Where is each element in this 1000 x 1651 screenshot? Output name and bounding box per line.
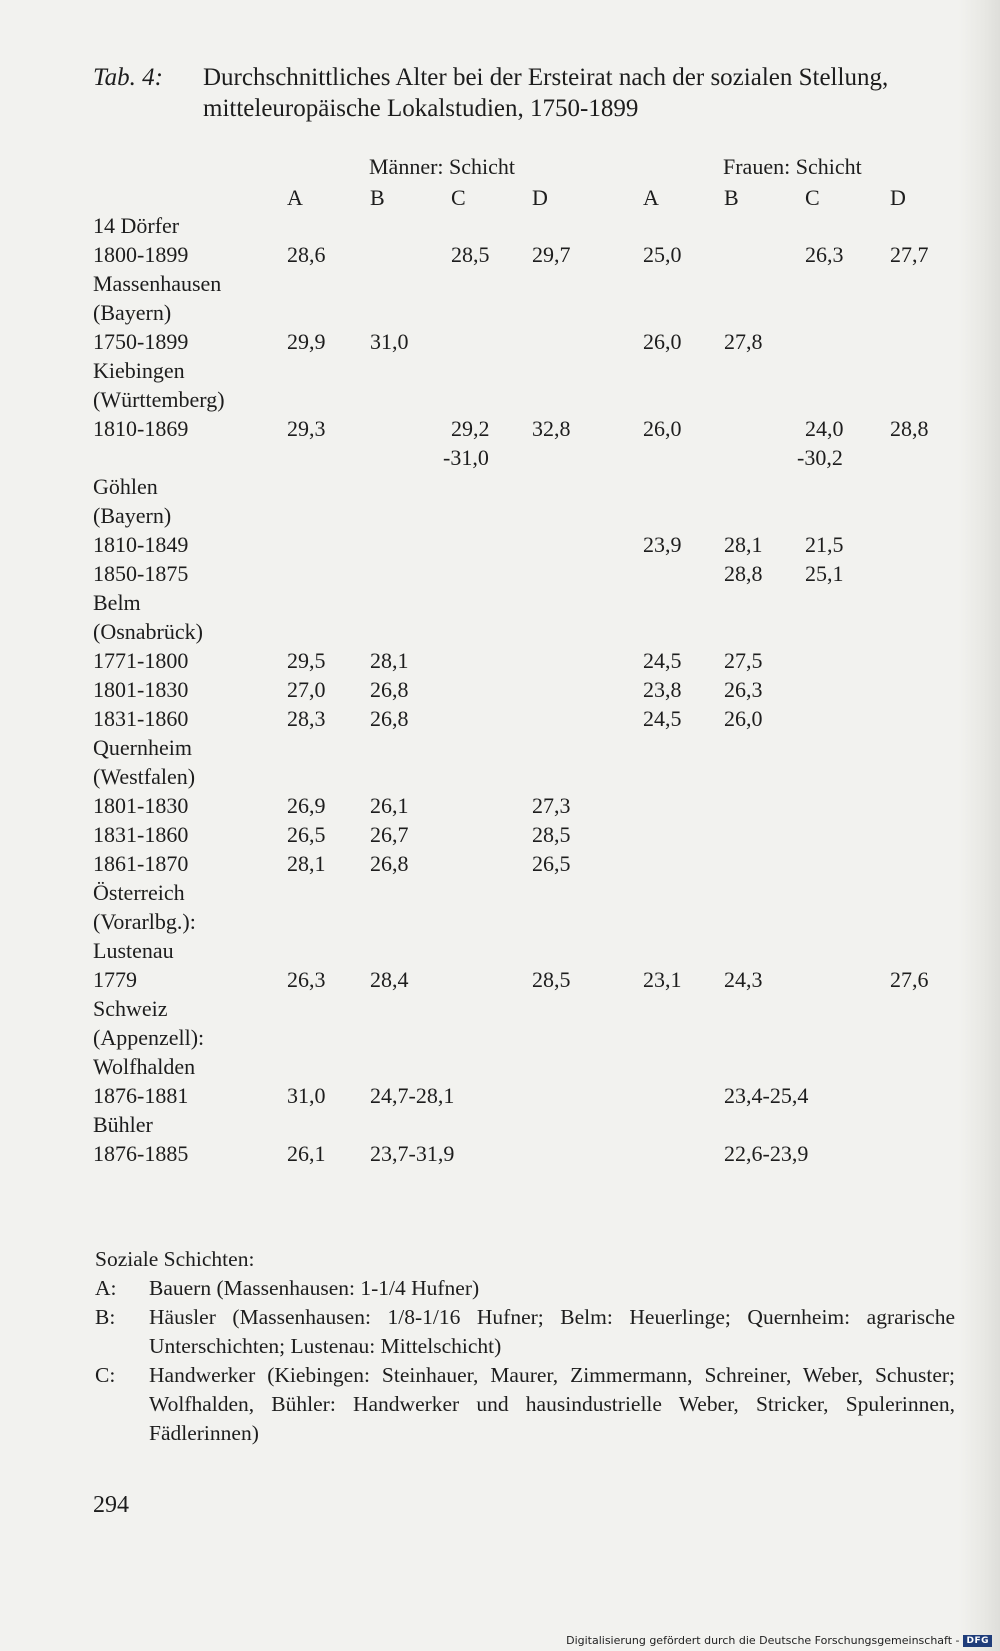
table-row (0, 793, 1000, 822)
table-cell: -30,2 (797, 445, 843, 470)
table-cell: 28,6 (287, 242, 326, 267)
row-label: 1850-1875 (93, 561, 189, 586)
table-cell: 29,9 (287, 329, 326, 354)
page-number: 294 (93, 1492, 129, 1518)
table-row (0, 880, 1000, 909)
table-row (0, 474, 1000, 503)
row-label: 1779 (93, 967, 137, 992)
table-cell: 28,3 (287, 706, 326, 731)
caption-text: Durchschnittliches Alter bei der Ersteirat nach der sozialen Stellung, mitteleuropäische Lokalstudien, 1750-1899 (203, 64, 889, 122)
row-label: Österreich (93, 880, 185, 905)
row-label: Belm (93, 590, 141, 615)
row-label: 1750-1899 (93, 329, 189, 354)
table-row (0, 706, 1000, 735)
row-label: (Vorarlbg.): (93, 909, 196, 934)
column-header: B (724, 185, 739, 210)
table-row (0, 300, 1000, 329)
table-cell: 22,6-23,9 (724, 1141, 809, 1166)
row-label: 1800-1899 (93, 242, 189, 267)
table-cell: 26,7 (370, 822, 409, 847)
row-label: Göhlen (93, 474, 158, 499)
row-label: Schweiz (93, 996, 168, 1021)
table-cell: 26,1 (370, 793, 409, 818)
table-cell: 28,5 (451, 242, 490, 267)
table-cell: 27,0 (287, 677, 326, 702)
row-label: 1876-1885 (93, 1141, 189, 1166)
table-cell: 23,7-31,9 (370, 1141, 455, 1166)
row-label: Lustenau (93, 938, 174, 963)
row-label: Kiebingen (93, 358, 185, 383)
row-label: Quernheim (93, 735, 192, 760)
table-row (0, 938, 1000, 967)
table-row (0, 503, 1000, 532)
table-cell: 26,5 (287, 822, 326, 847)
table-row (0, 1141, 1000, 1170)
table-row (0, 561, 1000, 590)
column-header: D (532, 185, 548, 210)
note-text: Bauern (Massenhausen: 1-1/4 Hufner) (149, 1276, 480, 1300)
table-cell: 28,1 (724, 532, 763, 557)
dfg-logo: DFG (963, 1635, 992, 1647)
note-key: B: (95, 1305, 116, 1329)
table-cell: 24,7-28,1 (370, 1083, 455, 1108)
table-cell: 29,7 (532, 242, 571, 267)
table-cell: 28,5 (532, 967, 571, 992)
row-label: 1801-1830 (93, 793, 189, 818)
table-cell: 28,4 (370, 967, 409, 992)
column-header: B (370, 185, 385, 210)
row-label: 1810-1869 (93, 416, 189, 441)
table-row (0, 619, 1000, 648)
table-row (0, 387, 1000, 416)
table-row (0, 358, 1000, 387)
table-cell: 28,1 (287, 851, 326, 876)
table-row (0, 1112, 1000, 1141)
table-row (0, 532, 1000, 561)
table-cell: 26,8 (370, 677, 409, 702)
table-row (0, 735, 1000, 764)
table-cell: 24,5 (643, 648, 682, 673)
table-row (0, 213, 1000, 242)
table-cell: 26,1 (287, 1141, 326, 1166)
row-label: 1801-1830 (93, 677, 189, 702)
table-row (0, 996, 1000, 1025)
table-cell: 26,8 (370, 851, 409, 876)
table-row (0, 329, 1000, 358)
table-cell: 29,3 (287, 416, 326, 441)
table-cell: 28,5 (532, 822, 571, 847)
note-key: A: (95, 1276, 117, 1300)
row-label: 14 Dörfer (93, 213, 180, 238)
table-cell: 27,7 (890, 242, 929, 267)
row-label: (Westfalen) (93, 764, 196, 789)
table-cell: 31,0 (287, 1083, 326, 1108)
table-row (0, 764, 1000, 793)
table-cell: 24,5 (643, 706, 682, 731)
table-cell: 23,9 (643, 532, 682, 557)
table-cell: 26,8 (370, 706, 409, 731)
note-text: Handwerker (Kiebingen: Steinhauer, Maurer, Zimmermann, Schreiner, Weber, Schuster; Wolfhalden, Bühler: Handwerker und hausindustrielle Weber, Stricker, Spulerinnen, Fädlerinnen) (149, 1363, 955, 1445)
column-header: A (643, 185, 659, 210)
table-cell: 23,1 (643, 967, 682, 992)
table-row (0, 851, 1000, 880)
note-text: Häusler (Massenhausen: 1/8-1/16 Hufner; Belm: Heuerlinge; Quernheim: agrarische Unterschichten; Lustenau: Mittelschicht) (149, 1305, 955, 1358)
table-row (0, 242, 1000, 271)
caption-label: Tab. 4: (93, 64, 163, 91)
table-cell: 26,3 (287, 967, 326, 992)
men-group-header: Männer: Schicht (369, 154, 516, 179)
row-label: 1876-1881 (93, 1083, 189, 1108)
column-header: C (805, 185, 820, 210)
table-cell: 31,0 (370, 329, 409, 354)
row-label: (Bayern) (93, 300, 172, 325)
table-row (0, 967, 1000, 996)
row-label: (Württemberg) (93, 387, 225, 412)
table-cell: 25,1 (805, 561, 844, 586)
table-cell: 26,0 (643, 329, 682, 354)
table-row (0, 1025, 1000, 1054)
table-cell: 28,8 (890, 416, 929, 441)
row-label: Massenhausen (93, 271, 222, 296)
row-label: Bühler (93, 1112, 153, 1137)
row-label: 1831-1860 (93, 822, 189, 847)
row-label: (Appenzell): (93, 1025, 205, 1050)
digitization-footer (566, 1634, 992, 1647)
table-cell: 27,8 (724, 329, 763, 354)
table-cell: 26,0 (643, 416, 682, 441)
table-cell: 25,0 (643, 242, 682, 267)
row-label: (Osnabrück) (93, 619, 203, 644)
table-row (0, 271, 1000, 300)
footer-text: Digitalisierung gefördert durch die Deutsche Forschungsgemeinschaft - (566, 1634, 960, 1647)
table-cell: 26,9 (287, 793, 326, 818)
notes-title: Soziale Schichten: (95, 1247, 255, 1271)
table-cell: -31,0 (443, 445, 489, 470)
table-row (0, 590, 1000, 619)
table-cell: 32,8 (532, 416, 571, 441)
table-row (0, 445, 1000, 474)
table-cell: 24,3 (724, 967, 763, 992)
table-cell: 26,0 (724, 706, 763, 731)
table-cell: 23,8 (643, 677, 682, 702)
column-header: C (451, 185, 466, 210)
table-cell: 27,6 (890, 967, 929, 992)
row-label: (Bayern) (93, 503, 172, 528)
table-cell: 23,4-25,4 (724, 1083, 809, 1108)
table-cell: 26,5 (532, 851, 571, 876)
row-label: 1861-1870 (93, 851, 189, 876)
table-cell: 28,8 (724, 561, 763, 586)
table-cell: 28,1 (370, 648, 409, 673)
table-cell: 27,3 (532, 793, 571, 818)
table-cell: 26,3 (805, 242, 844, 267)
table-cell: 29,5 (287, 648, 326, 673)
note-key: C: (95, 1363, 116, 1387)
table-cell: 24,0 (805, 416, 844, 441)
table-row (0, 1054, 1000, 1083)
women-group-header: Frauen: Schicht (723, 154, 862, 179)
table-row (0, 909, 1000, 938)
table-row (0, 822, 1000, 851)
table-cell: 29,2 (451, 416, 490, 441)
column-header: A (287, 185, 303, 210)
row-label: 1810-1849 (93, 532, 189, 557)
table-cell: 27,5 (724, 648, 763, 673)
row-label: 1831-1860 (93, 706, 189, 731)
column-header: D (890, 185, 906, 210)
row-label: 1771-1800 (93, 648, 189, 673)
table-row (0, 1083, 1000, 1112)
table-row (0, 648, 1000, 677)
table-cell: 21,5 (805, 532, 844, 557)
table-row (0, 677, 1000, 706)
table-cell: 26,3 (724, 677, 763, 702)
table-row (0, 416, 1000, 445)
row-label: Wolfhalden (93, 1054, 196, 1079)
